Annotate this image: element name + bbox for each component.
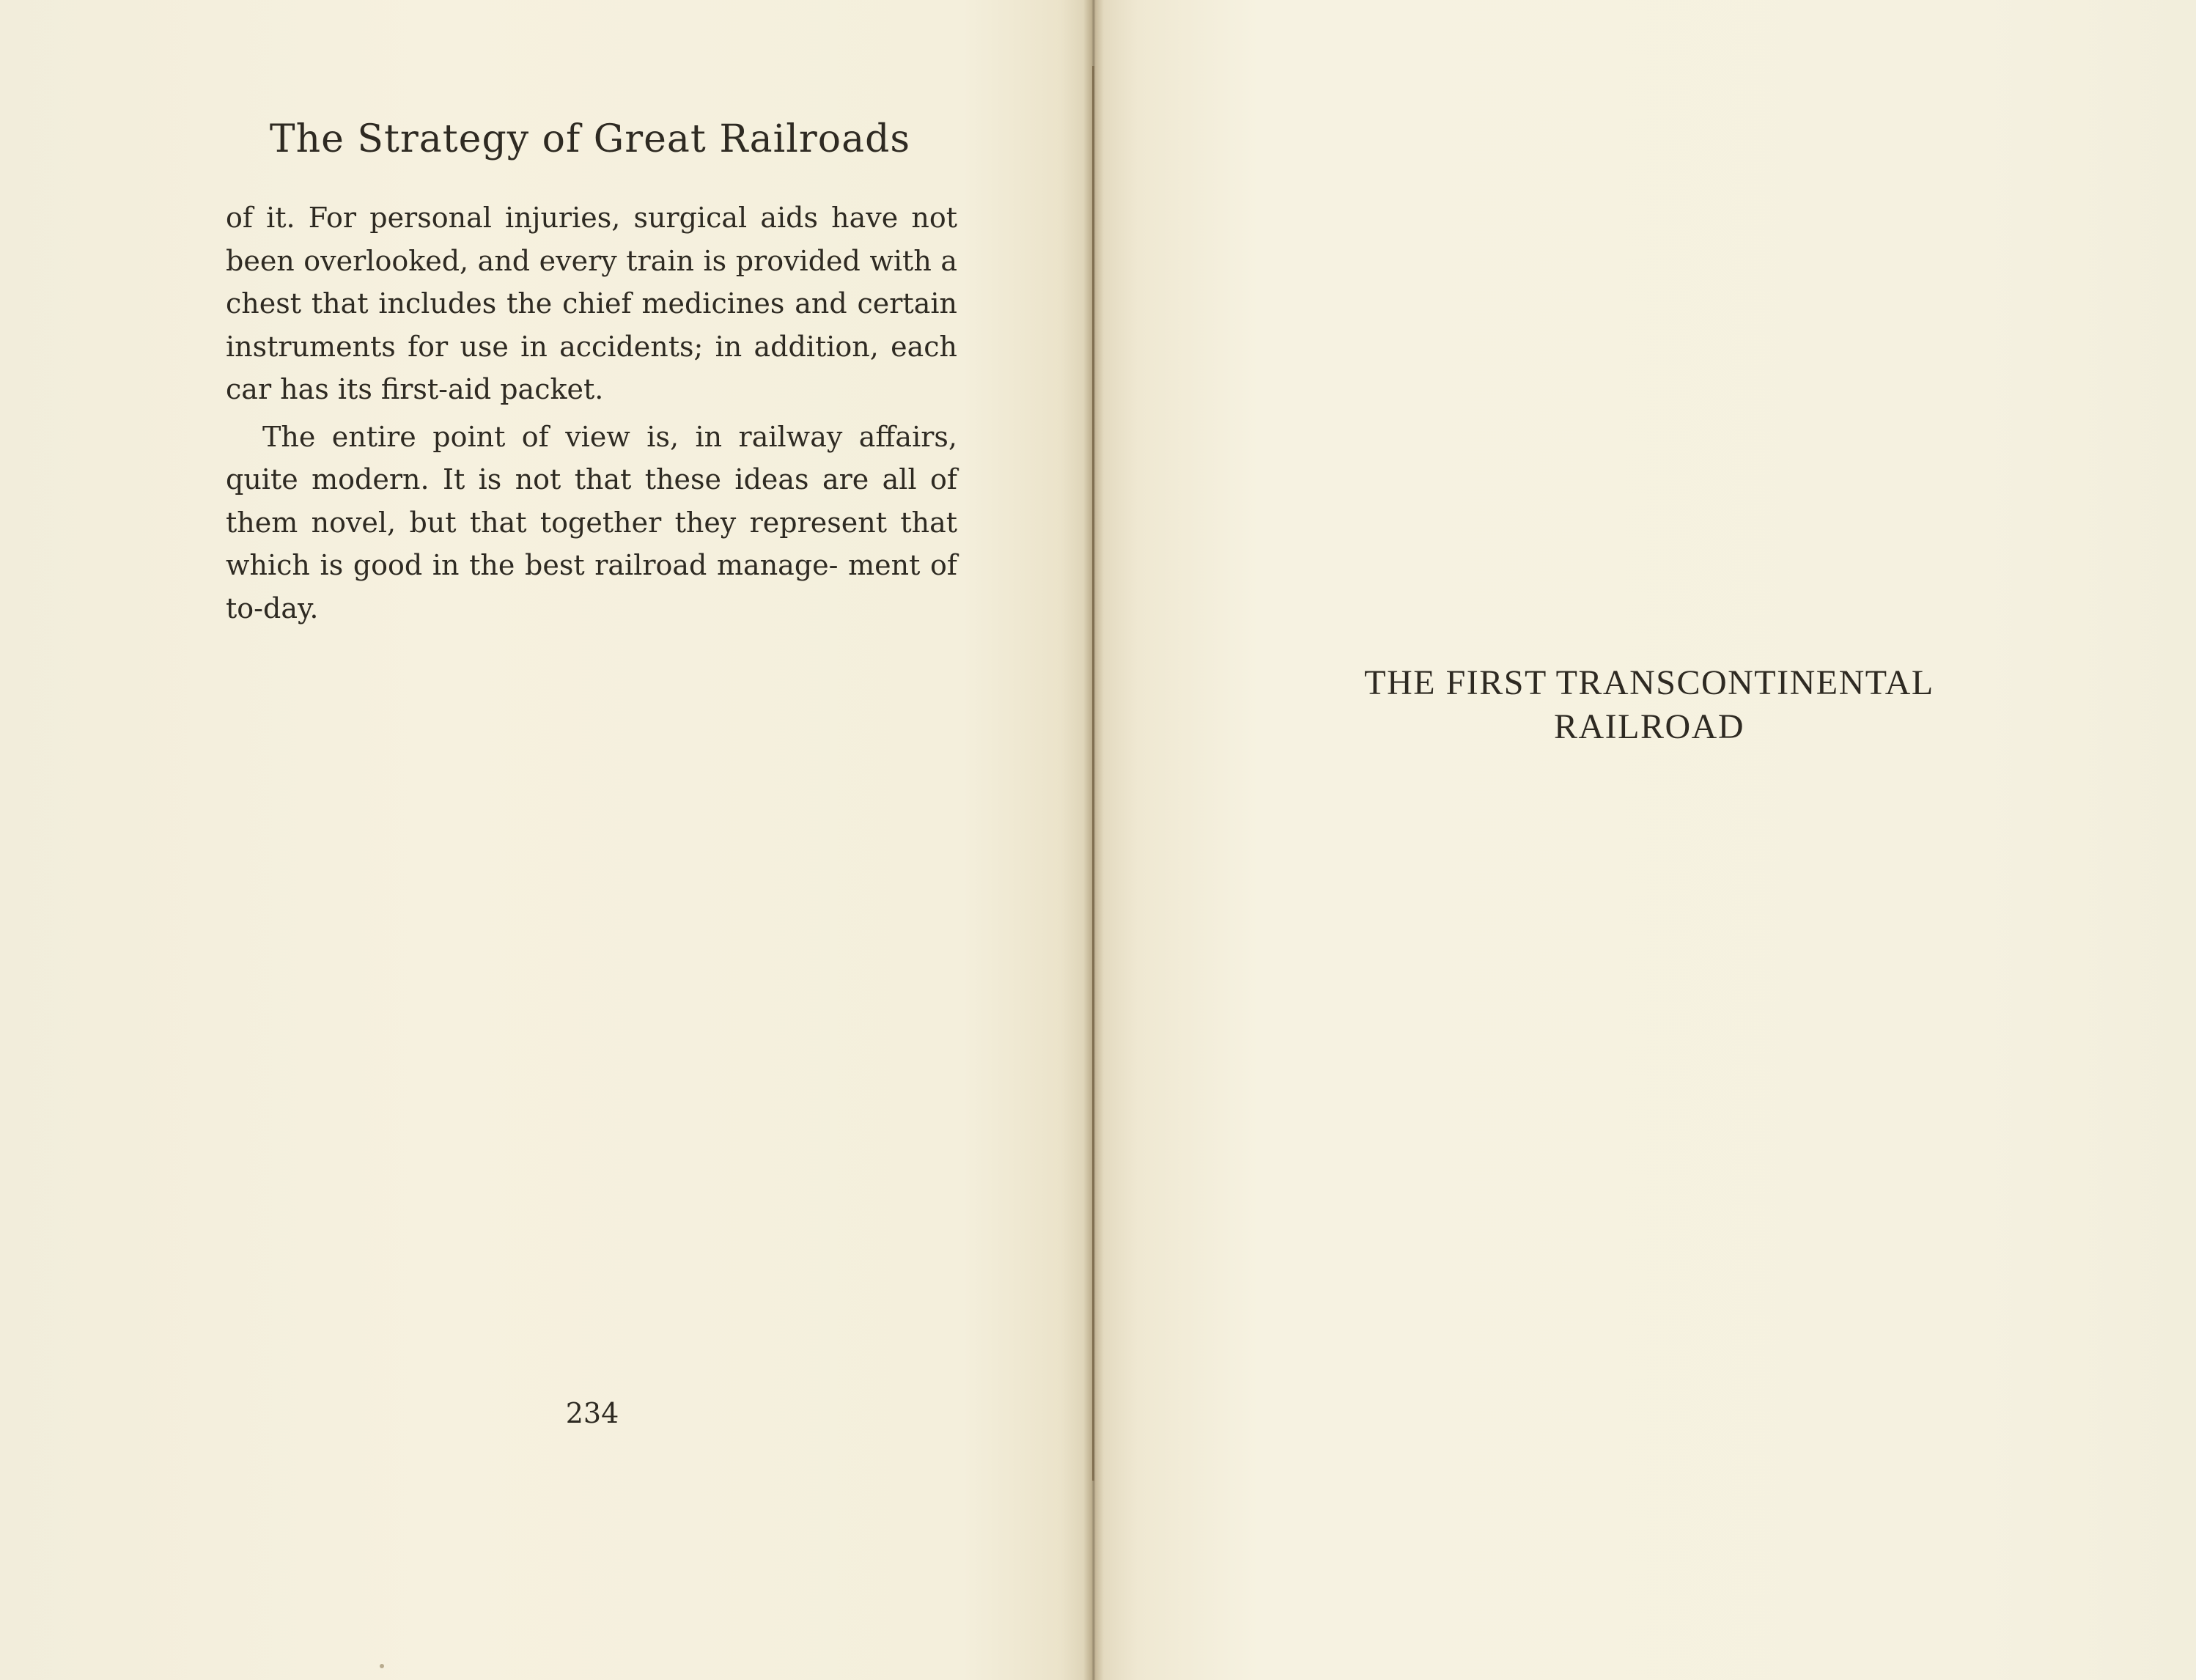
text-line: ment of to-day. — [226, 549, 957, 625]
text-line: and certain instruments for use in accidents; in — [226, 287, 957, 363]
text-line: The entire point of view is, in railway affairs, — [262, 420, 957, 453]
part-title-line-2: RAILROAD — [1554, 707, 1744, 746]
paper-speck — [380, 1664, 384, 1668]
paragraph-2 — [226, 416, 957, 630]
paragraph-1 — [226, 196, 957, 411]
text-line: addition, each car has its first-aid packet. — [226, 330, 957, 405]
left-page — [0, 0, 1094, 1680]
text-line: that which is good in the best railroad manage- — [226, 506, 957, 581]
right-page — [1094, 0, 2196, 1680]
text-line: of them novel, but that together they represent — [226, 463, 957, 539]
text-line: with a chest that includes the chief medicines — [226, 244, 957, 320]
text-line: of it. For personal injuries, surgical aids have — [226, 202, 899, 234]
text-line: quite modern. It is not that these ideas are all — [226, 463, 917, 495]
gutter-fold-line — [1092, 66, 1094, 1481]
part-title — [1290, 661, 2008, 749]
body-text — [226, 196, 957, 630]
page-number: 234 — [565, 1397, 619, 1429]
text-line: not been overlooked, and every train is provided — [226, 202, 957, 277]
running-head: The Strategy of Great Railroads — [269, 117, 911, 161]
part-title-line-1: THE FIRST TRANSCONTINENTAL — [1364, 663, 1934, 702]
